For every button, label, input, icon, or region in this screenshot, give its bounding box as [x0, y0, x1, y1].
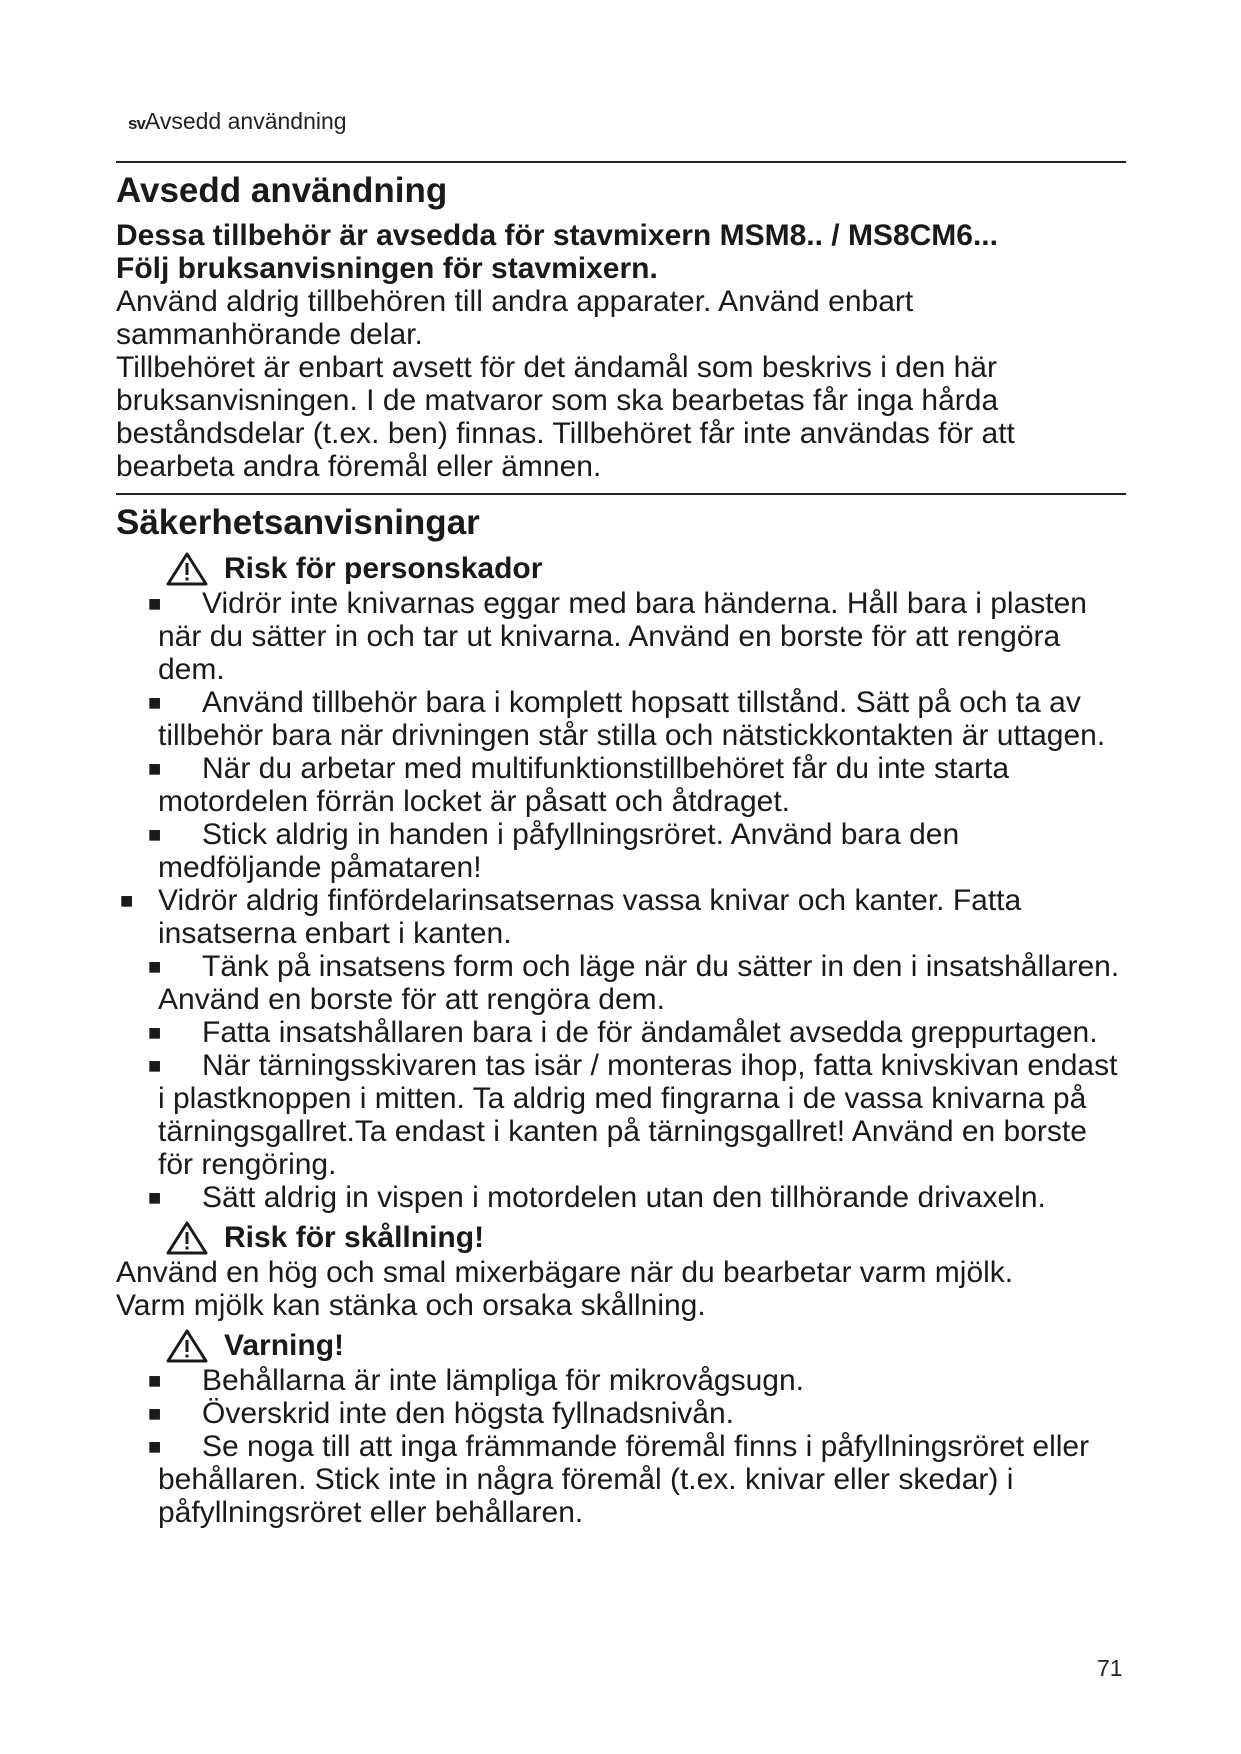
intended-use-paragraph: Använd aldrig tillbehören till andra apparater. Använd enbart sammanhörande delar.: [116, 285, 914, 351]
language-code: sv: [128, 114, 145, 133]
bullet: ■: [148, 1368, 162, 1393]
list-item: [116, 752, 1126, 818]
list-item: [116, 1181, 1126, 1214]
list-item-text: Stick aldrig in handen i påfyllningsröret. Använd bara den medföljande påmataren!: [158, 818, 960, 884]
bullet: ■: [148, 1020, 162, 1045]
bullet: ■: [148, 690, 162, 715]
bullet: ■: [148, 1434, 162, 1459]
list-item: [116, 1016, 1126, 1049]
list-item: [116, 686, 1126, 752]
bullet: ■: [148, 1401, 162, 1426]
list-item-text: När tärningsskivaren tas isär / monteras ihop, fatta knivskivan endast i plastknoppen i mitten. Ta aldrig med fingrarna i de vassa knivarna på tärningsgallret.Ta endast i kanten på tärningsgallret! Använd en borste för rengöring.: [158, 1049, 1118, 1181]
warning-injury-label: Risk för personskador: [224, 552, 543, 585]
running-header-title: Avsedd användning: [144, 108, 347, 134]
list-item: [116, 1430, 1126, 1529]
list-item: [116, 1397, 1126, 1430]
warning-triangle-icon: [166, 1221, 208, 1255]
page-number: 71: [1097, 1655, 1123, 1681]
bullet: ■: [148, 822, 162, 847]
bullet: ■: [148, 591, 162, 616]
intended-use-bold-line: Dessa tillbehör är avsedda för stavmixern MSM8.. / MS8CM6...: [116, 219, 998, 252]
page-content: [116, 161, 1126, 1529]
list-item-text: Vidrör aldrig finfördelarinsatsernas vassa knivar och kanter. Fatta insatserna enbart i kanten.: [158, 884, 1022, 950]
intended-use-heading: Avsedd användning: [116, 171, 448, 210]
list-item: [116, 1364, 1126, 1397]
divider: [116, 161, 1126, 163]
warning-caution: [166, 1328, 1126, 1364]
list-item: [116, 587, 1126, 686]
safety-heading: Säkerhetsanvisningar: [116, 503, 480, 542]
intended-use-bold-line: Följ bruksanvisningen för stavmixern.: [116, 252, 658, 285]
list-item: [116, 884, 1126, 950]
bullet: ■: [148, 1185, 162, 1210]
list-item-text: Fatta insatshållaren bara i de för ändamålet avsedda greppurtagen.: [202, 1016, 1098, 1049]
list-item-text: Behållarna är inte lämpliga för mikrovågsugn.: [202, 1364, 804, 1397]
list-item-text: Se noga till att inga främmande föremål finns i påfyllningsröret eller behållaren. Stick inte in några föremål (t.ex. knivar eller skedar) i påfyllningsröret eller behållaren.: [158, 1430, 1090, 1529]
intended-use-paragraph: Tillbehöret är enbart avsett för det ändamål som beskrivs i den här bruksanvisningen. I de matvaror som ska bearbetas får inga hårda beståndsdelar (t.ex. ben) finnas. Tillbehöret får inte användas för att bearbeta andra föremål eller ämnen.: [116, 351, 1015, 483]
divider: [116, 493, 1126, 495]
running-header: [128, 108, 347, 135]
bullet: ■: [148, 756, 162, 781]
scald-text: Varm mjölk kan stänka och orsaka skållning.: [116, 1289, 706, 1322]
warning-caution-label: Varning!: [224, 1329, 345, 1362]
warning-scald-label: Risk för skållning!: [224, 1221, 485, 1254]
list-item: [116, 818, 1126, 884]
list-item-text: Sätt aldrig in vispen i motordelen utan den tillhörande drivaxeln.: [202, 1181, 1046, 1214]
bullet: ■: [148, 954, 162, 979]
bullet: ■: [148, 1053, 162, 1078]
list-item-text: Använd tillbehör bara i komplett hopsatt tillstånd. Sätt på och ta av tillbehör bara när drivningen står stilla och nätstickkontakten är uttagen.: [158, 686, 1106, 752]
list-item-text: Överskrid inte den högsta fyllnadsnivån.: [202, 1397, 734, 1430]
list-item: [116, 1049, 1126, 1181]
list-item: [116, 950, 1126, 1016]
warning-injury: [166, 551, 1126, 587]
bullet: ■: [120, 888, 134, 913]
warning-triangle-icon: [166, 552, 208, 586]
scald-text: Använd en hög och smal mixerbägare när du bearbetar varm mjölk.: [116, 1256, 1014, 1289]
warning-triangle-icon: [166, 1329, 208, 1363]
list-item-text: När du arbetar med multifunktionstillbehöret får du inte starta motordelen förrän locket är påsatt och åtdraget.: [158, 752, 1010, 818]
list-item-text: Vidrör inte knivarnas eggar med bara händerna. Håll bara i plasten när du sätter in och tar ut knivarna. Använd en borste för att rengöra dem.: [158, 587, 1087, 686]
warning-scald: [166, 1220, 1126, 1256]
list-item-text: Tänk på insatsens form och läge när du sätter in den i insatshållaren. Använd en borste för att rengöra dem.: [158, 950, 1120, 1016]
